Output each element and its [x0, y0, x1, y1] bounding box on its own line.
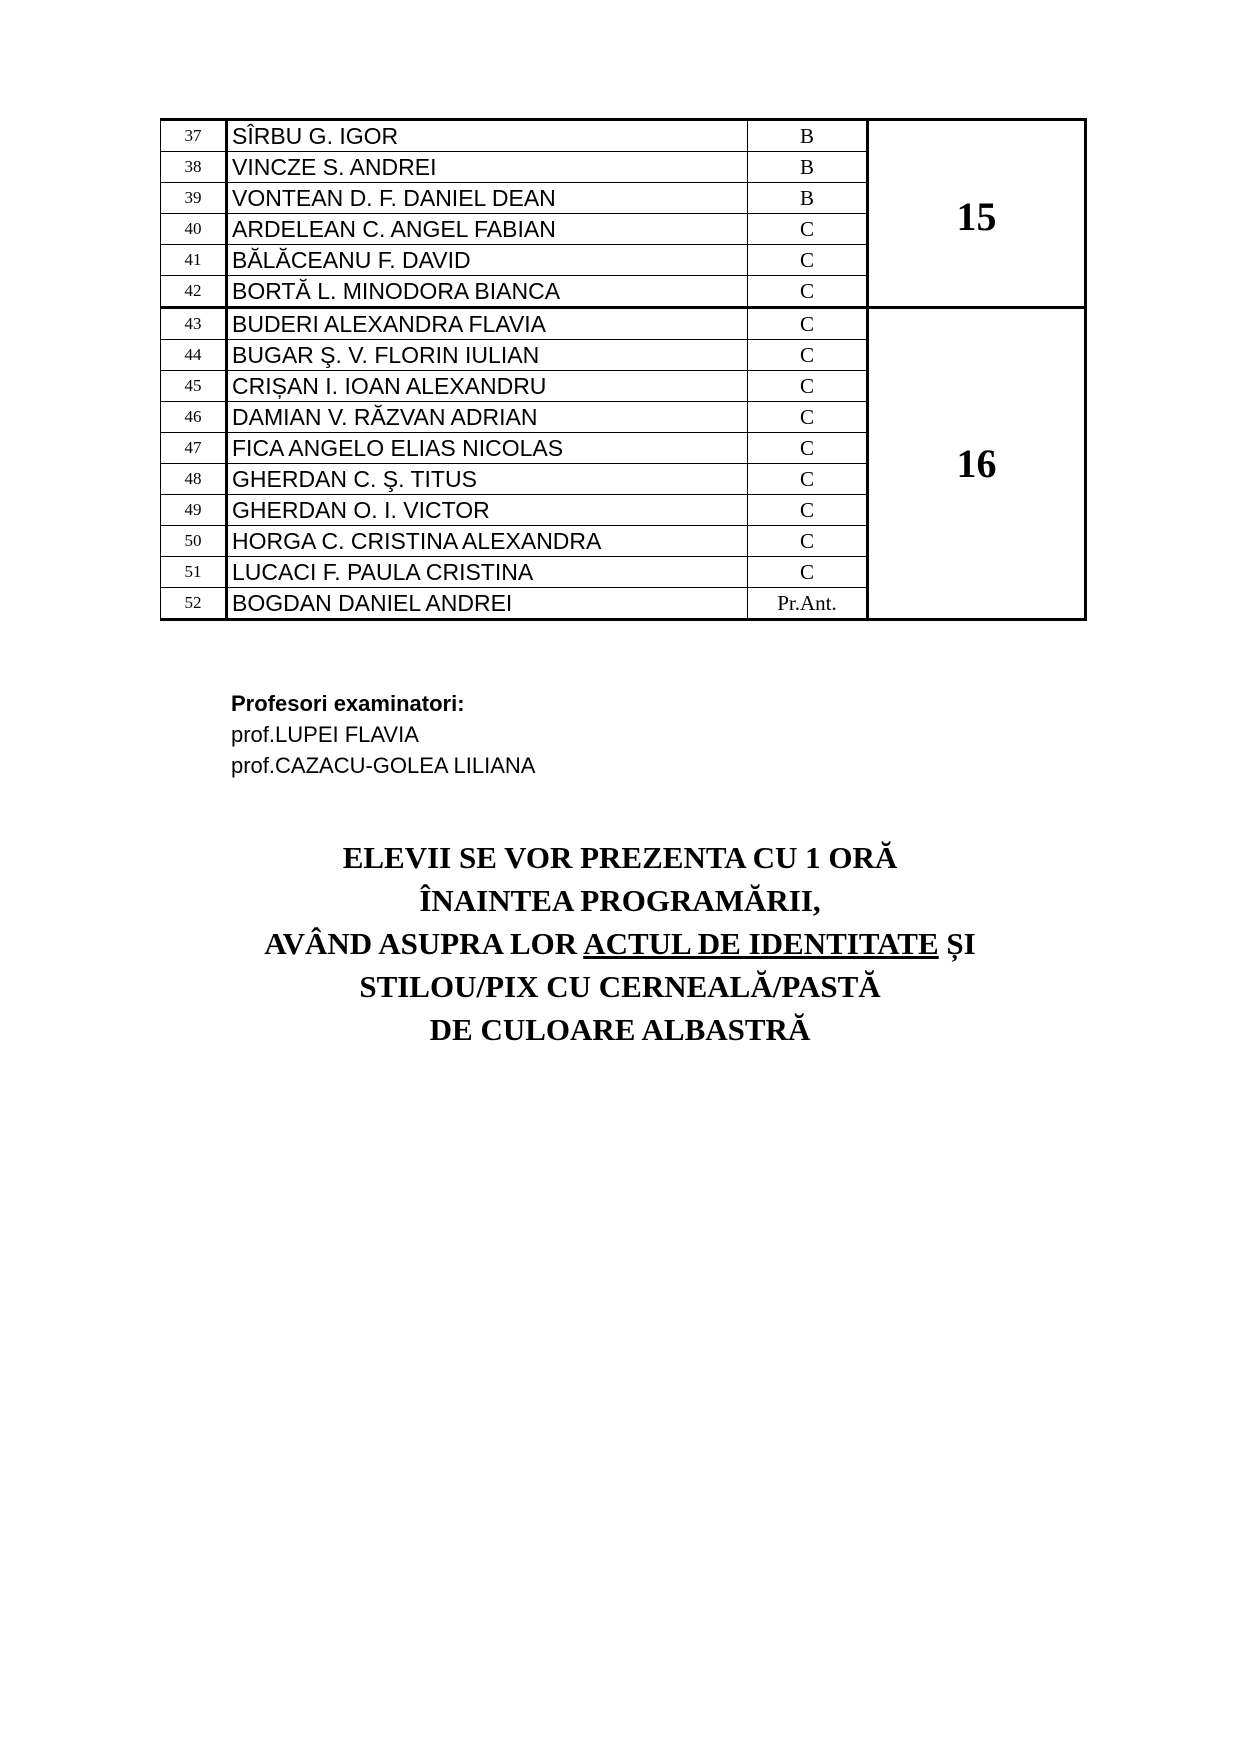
notice-line: ÎNAINTEA PROGRAMĂRII,	[419, 883, 821, 918]
examiner-name: prof.CAZACU-GOLEA LILIANA	[231, 753, 536, 778]
row-number: 43	[161, 308, 227, 340]
student-name: DAMIAN V. RĂZVAN ADRIAN	[227, 402, 748, 433]
student-name: BUGAR Ş. V. FLORIN IULIAN	[227, 340, 748, 371]
student-name: ARDELEAN C. ANGEL FABIAN	[227, 214, 748, 245]
notice-line	[160, 922, 1080, 965]
notice-text: ȘI	[938, 926, 976, 961]
row-number: 39	[161, 183, 227, 214]
student-name: GHERDAN C. Ş. TITUS	[227, 464, 748, 495]
row-number: 48	[161, 464, 227, 495]
student-class: C	[748, 340, 868, 371]
examiner-name: prof.LUPEI FLAVIA	[231, 722, 419, 747]
row-number: 51	[161, 557, 227, 588]
student-name: BUDERI ALEXANDRA FLAVIA	[227, 308, 748, 340]
row-number: 50	[161, 526, 227, 557]
student-name: BOGDAN DANIEL ANDREI	[227, 588, 748, 620]
roster-body	[161, 120, 1086, 620]
student-name: LUCACI F. PAULA CRISTINA	[227, 557, 748, 588]
row-number: 52	[161, 588, 227, 620]
instructions-notice	[160, 836, 1080, 1051]
student-name: VINCZE S. ANDREI	[227, 152, 748, 183]
examiners-section	[231, 688, 535, 781]
row-number: 37	[161, 120, 227, 152]
student-name: BORTĂ L. MINODORA BIANCA	[227, 276, 748, 308]
student-class: B	[748, 120, 868, 152]
student-class: C	[748, 402, 868, 433]
student-name: GHERDAN O. I. VICTOR	[227, 495, 748, 526]
student-class: C	[748, 245, 868, 276]
notice-underlined-text: ACTUL DE IDENTITATE	[583, 926, 939, 961]
row-number: 46	[161, 402, 227, 433]
student-class: C	[748, 371, 868, 402]
student-name: HORGA C. CRISTINA ALEXANDRA	[227, 526, 748, 557]
student-class: B	[748, 152, 868, 183]
examiners-heading: Profesori examinatori:	[231, 691, 465, 716]
table-row	[161, 308, 1086, 340]
student-class: C	[748, 495, 868, 526]
row-number: 40	[161, 214, 227, 245]
student-class: B	[748, 183, 868, 214]
student-class: C	[748, 526, 868, 557]
row-number: 49	[161, 495, 227, 526]
group-number: 15	[868, 120, 1086, 308]
student-name: FICA ANGELO ELIAS NICOLAS	[227, 433, 748, 464]
table-row	[161, 120, 1086, 152]
student-class: C	[748, 464, 868, 495]
student-name: BĂLĂCEANU F. DAVID	[227, 245, 748, 276]
student-roster-table	[160, 118, 1087, 621]
student-name: SÎRBU G. IGOR	[227, 120, 748, 152]
student-class: C	[748, 557, 868, 588]
row-number: 38	[161, 152, 227, 183]
notice-line: DE CULOARE ALBASTRĂ	[429, 1012, 811, 1047]
student-class: C	[748, 308, 868, 340]
student-class: Pr.Ant.	[748, 588, 868, 620]
row-number: 41	[161, 245, 227, 276]
notice-text: AVÂND ASUPRA LOR	[264, 926, 584, 961]
student-class: C	[748, 276, 868, 308]
student-name: VONTEAN D. F. DANIEL DEAN	[227, 183, 748, 214]
row-number: 45	[161, 371, 227, 402]
group-number: 16	[868, 308, 1086, 620]
row-number: 47	[161, 433, 227, 464]
student-name: CRIȘAN I. IOAN ALEXANDRU	[227, 371, 748, 402]
row-number: 44	[161, 340, 227, 371]
notice-line: ELEVII SE VOR PREZENTA CU 1 ORĂ	[342, 840, 898, 875]
row-number: 42	[161, 276, 227, 308]
student-class: C	[748, 214, 868, 245]
notice-line: STILOU/PIX CU CERNEALĂ/PASTĂ	[359, 969, 881, 1004]
student-class: C	[748, 433, 868, 464]
